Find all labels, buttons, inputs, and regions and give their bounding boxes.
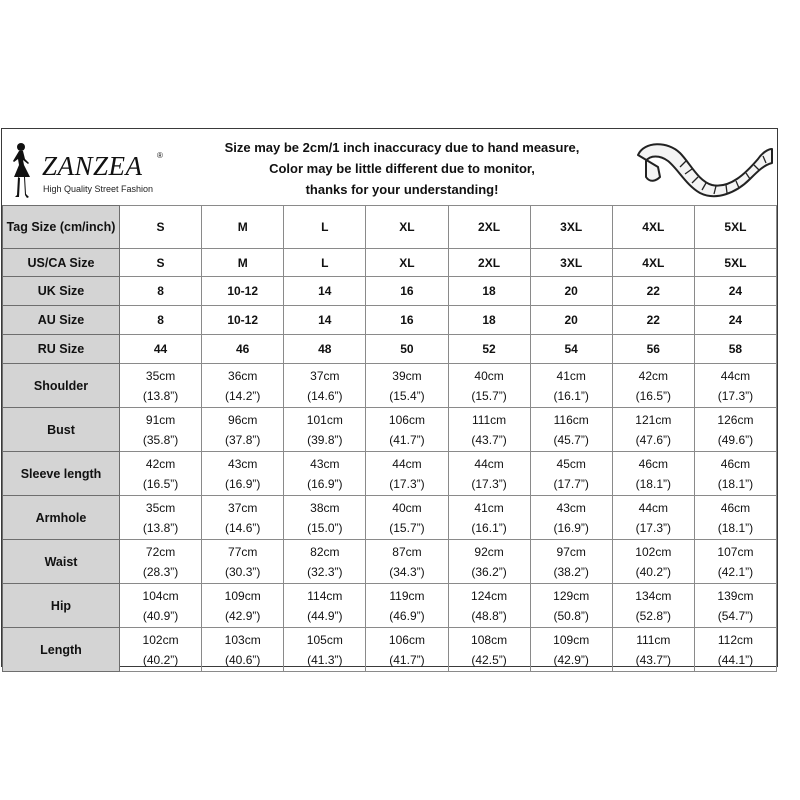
measurement-notice [202, 137, 602, 200]
cm-value: 97cm [556, 544, 586, 559]
size-cell: 16 [366, 277, 448, 306]
measurement-cell [694, 540, 776, 584]
measurement-cell [366, 452, 448, 496]
row-label: UK Size [3, 277, 120, 306]
measurement-row [3, 496, 777, 540]
measurement-row [3, 452, 777, 496]
measurement-cell [448, 364, 530, 408]
size-cell: 16 [366, 306, 448, 335]
notice-line: thanks for your understanding! [305, 182, 499, 197]
inch-value: (43.7”) [471, 432, 507, 447]
cm-value: 43cm [556, 500, 586, 515]
size-cell: 8 [120, 277, 202, 306]
notice-line: Color may be little different due to monitor, [269, 161, 535, 176]
size-cell: 5XL [694, 206, 776, 249]
notice-line: Size may be 2cm/1 inch inaccuracy due to hand measure, [224, 140, 580, 155]
cm-value: 36cm [228, 368, 258, 383]
size-cell: 10-12 [202, 277, 284, 306]
measurement-cell [120, 364, 202, 408]
measurement-cell [530, 628, 612, 672]
size-cell: 18 [448, 277, 530, 306]
inch-value: (40.2”) [635, 564, 671, 579]
cm-value: 38cm [310, 500, 340, 515]
measurement-cell [612, 584, 694, 628]
inch-value: (32.3”) [307, 564, 343, 579]
inch-value: (52.8”) [635, 608, 671, 623]
cm-value: 124cm [471, 588, 508, 603]
inch-value: (54.7”) [717, 608, 754, 623]
inch-value: (41.7”) [389, 432, 425, 447]
measurement-cell [284, 584, 366, 628]
cm-value: 87cm [392, 544, 422, 559]
cm-value: 45cm [556, 456, 586, 471]
size-row [3, 335, 777, 364]
size-row [3, 277, 777, 306]
size-cell: 52 [448, 335, 530, 364]
measurement-cell [694, 408, 776, 452]
size-cell: 3XL [530, 206, 612, 249]
measurement-cell [366, 364, 448, 408]
cm-value: 42cm [145, 456, 176, 471]
size-row [3, 249, 777, 277]
cm-value: 102cm [635, 544, 672, 559]
measurement-cell [530, 540, 612, 584]
inch-value: (13.8”) [142, 388, 179, 403]
size-table [2, 205, 777, 672]
measurement-cell [694, 628, 776, 672]
measurement-cell [120, 628, 202, 672]
inch-value: (38.2”) [553, 564, 589, 579]
measurement-row [3, 408, 777, 452]
measurement-cell [120, 540, 202, 584]
inch-value: (14.6”) [225, 520, 261, 535]
measurement-cell [202, 540, 284, 584]
cm-value: 121cm [635, 412, 672, 427]
measurement-cell [202, 452, 284, 496]
inch-value: (40.6”) [225, 652, 261, 667]
measurement-cell [366, 584, 448, 628]
inch-value: (39.8”) [307, 432, 343, 447]
inch-value: (36.2”) [471, 564, 507, 579]
cm-value: 44cm [474, 456, 504, 471]
size-cell: 58 [694, 335, 776, 364]
measurement-row [3, 584, 777, 628]
cm-value: 39cm [392, 368, 422, 383]
measurement-cell [530, 408, 612, 452]
inch-value: (16.9”) [307, 476, 343, 491]
inch-value: (41.7”) [389, 652, 425, 667]
measurement-cell [612, 452, 694, 496]
size-cell: 4XL [612, 206, 694, 249]
inch-value: (45.7”) [553, 432, 589, 447]
cm-value: 102cm [142, 632, 179, 647]
inch-value: (47.6”) [635, 432, 671, 447]
inch-value: (49.6”) [717, 432, 754, 447]
row-label: US/CA Size [3, 249, 120, 277]
size-cell: 14 [284, 277, 366, 306]
measurement-cell [366, 540, 448, 584]
cm-value: 112cm [717, 632, 753, 647]
row-label: Length [3, 628, 120, 672]
inch-value: (41.3”) [307, 652, 343, 667]
size-cell: 20 [530, 277, 612, 306]
inch-value: (17.3”) [635, 520, 671, 535]
measurement-cell [530, 584, 612, 628]
cm-value: 46cm [720, 456, 751, 471]
size-cell: 4XL [612, 249, 694, 277]
measurement-cell [202, 496, 284, 540]
measurement-cell [284, 540, 366, 584]
cm-value: 35cm [145, 368, 176, 383]
measurement-cell [448, 496, 530, 540]
cm-value: 40cm [474, 368, 504, 383]
cm-value: 134cm [635, 588, 672, 603]
size-cell: 50 [366, 335, 448, 364]
cm-value: 139cm [717, 588, 754, 603]
row-label: Shoulder [3, 364, 120, 408]
cm-value: 77cm [228, 544, 258, 559]
measurement-cell [530, 452, 612, 496]
measurement-cell [120, 408, 202, 452]
measurement-cell [120, 584, 202, 628]
cm-value: 101cm [306, 412, 343, 427]
measurement-cell [448, 628, 530, 672]
row-label: Hip [3, 584, 120, 628]
size-cell: 48 [284, 335, 366, 364]
inch-value: (17.3”) [717, 388, 754, 403]
measurement-cell [612, 408, 694, 452]
size-cell: 20 [530, 306, 612, 335]
cm-value: 43cm [310, 456, 340, 471]
size-cell: L [284, 206, 366, 249]
inch-value: (16.1”) [553, 388, 589, 403]
measurement-cell [694, 584, 776, 628]
inch-value: (43.7”) [635, 652, 671, 667]
inch-value: (30.3”) [225, 564, 261, 579]
size-cell: XL [366, 249, 448, 277]
inch-value: (34.3”) [389, 564, 425, 579]
cm-value: 107cm [717, 544, 754, 559]
measurement-cell [448, 584, 530, 628]
cm-value: 44cm [638, 500, 668, 515]
cm-value: 111cm [636, 632, 671, 647]
inch-value: (17.3”) [471, 476, 507, 491]
measurement-cell [448, 408, 530, 452]
inch-value: (42.9”) [553, 652, 589, 667]
size-cell: 18 [448, 306, 530, 335]
inch-value: (13.8”) [142, 520, 179, 535]
measurement-cell [366, 496, 448, 540]
measurement-cell [202, 584, 284, 628]
row-label: Armhole [3, 496, 120, 540]
row-label: RU Size [3, 335, 120, 364]
cm-value: 129cm [553, 588, 590, 603]
cm-value: 40cm [392, 500, 422, 515]
measurement-cell [284, 452, 366, 496]
measurement-cell [284, 628, 366, 672]
inch-value: (16.5”) [635, 388, 671, 403]
size-cell: 44 [120, 335, 202, 364]
measurement-cell [612, 540, 694, 584]
registered-mark: ® [157, 151, 163, 160]
inch-value: (15.7”) [389, 520, 425, 535]
cm-value: 96cm [228, 412, 258, 427]
inch-value: (15.0”) [307, 520, 343, 535]
measurement-cell [448, 452, 530, 496]
measurement-cell [120, 496, 202, 540]
inch-value: (18.1”) [717, 476, 754, 491]
inch-value: (42.9”) [225, 608, 261, 623]
cm-value: 46cm [638, 456, 668, 471]
size-cell: 2XL [448, 206, 530, 249]
inch-value: (16.9”) [225, 476, 261, 491]
row-label: Tag Size (cm/inch) [3, 206, 120, 249]
inch-value: (14.6”) [307, 388, 343, 403]
row-label: Bust [3, 408, 120, 452]
measurement-cell [612, 496, 694, 540]
measurement-cell [366, 408, 448, 452]
measurement-cell [612, 364, 694, 408]
inch-value: (48.8”) [471, 608, 507, 623]
inch-value: (42.1”) [717, 564, 754, 579]
size-cell: 14 [284, 306, 366, 335]
measurement-cell [694, 364, 776, 408]
measurement-cell [366, 628, 448, 672]
cm-value: 106cm [388, 412, 425, 427]
measurement-cell [284, 408, 366, 452]
inch-value: (46.9”) [389, 608, 425, 623]
cm-value: 103cm [224, 632, 261, 647]
cm-value: 46cm [720, 500, 751, 515]
measurement-row [3, 364, 777, 408]
cm-value: 108cm [471, 632, 508, 647]
measurement-row [3, 540, 777, 584]
cm-value: 43cm [228, 456, 258, 471]
row-label: Waist [3, 540, 120, 584]
cm-value: 106cm [388, 632, 425, 647]
inch-value: (15.4”) [389, 388, 425, 403]
row-label: Sleeve length [3, 452, 120, 496]
cm-value: 35cm [145, 500, 176, 515]
inch-value: (18.1”) [717, 520, 754, 535]
size-row [3, 306, 777, 335]
inch-value: (40.9”) [142, 608, 179, 623]
inch-value: (42.5”) [471, 652, 507, 667]
brand-tagline: High Quality Street Fashion [43, 184, 154, 194]
size-cell: 24 [694, 306, 776, 335]
cm-value: 105cm [306, 632, 343, 647]
size-cell: 24 [694, 277, 776, 306]
measurement-cell [612, 628, 694, 672]
inch-value: (18.1”) [635, 476, 671, 491]
cm-value: 41cm [556, 368, 586, 383]
cm-value: 37cm [228, 500, 258, 515]
size-cell: 3XL [530, 249, 612, 277]
size-cell: 54 [530, 335, 612, 364]
fashion-figure-icon [10, 141, 40, 201]
inch-value: (37.8”) [225, 432, 261, 447]
measurement-cell [202, 628, 284, 672]
size-row [3, 206, 777, 249]
measurement-cell [530, 364, 612, 408]
inch-value: (44.9”) [307, 608, 343, 623]
cm-value: 82cm [310, 544, 340, 559]
size-cell: M [202, 249, 284, 277]
cm-value: 119cm [389, 588, 425, 603]
measurement-cell [120, 452, 202, 496]
cm-value: 104cm [142, 588, 179, 603]
measurement-cell [694, 452, 776, 496]
cm-value: 91cm [145, 412, 176, 427]
measurement-cell [202, 364, 284, 408]
size-cell: 8 [120, 306, 202, 335]
size-cell: 22 [612, 277, 694, 306]
cm-value: 37cm [310, 368, 340, 383]
cm-value: 111cm [471, 412, 507, 427]
measurement-cell [530, 496, 612, 540]
inch-value: (17.7”) [553, 476, 589, 491]
size-cell: 2XL [448, 249, 530, 277]
cm-value: 116cm [553, 412, 589, 427]
measurement-cell [448, 540, 530, 584]
brand-wordmark: ZANZEA [42, 151, 143, 181]
inch-value: (16.9”) [553, 520, 589, 535]
size-cell: 46 [202, 335, 284, 364]
inch-value: (17.3”) [389, 476, 425, 491]
size-cell: 56 [612, 335, 694, 364]
measurement-cell [694, 496, 776, 540]
inch-value: (28.3”) [142, 564, 179, 579]
inch-value: (14.2”) [225, 388, 261, 403]
cm-value: 126cm [717, 412, 754, 427]
size-cell: S [120, 249, 202, 277]
cm-value: 42cm [638, 368, 668, 383]
chart-header [2, 129, 777, 205]
size-cell: 22 [612, 306, 694, 335]
inch-value: (50.8”) [553, 608, 589, 623]
cm-value: 92cm [474, 544, 504, 559]
brand-logo [10, 141, 200, 201]
size-cell: M [202, 206, 284, 249]
inch-value: (16.1”) [471, 520, 507, 535]
cm-value: 41cm [474, 500, 504, 515]
size-cell: L [284, 249, 366, 277]
measurement-row [3, 628, 777, 672]
size-cell: 10-12 [202, 306, 284, 335]
size-cell: S [120, 206, 202, 249]
measurement-cell [284, 496, 366, 540]
cm-value: 109cm [553, 632, 590, 647]
inch-value: (44.1”) [717, 652, 754, 667]
row-label: AU Size [3, 306, 120, 335]
cm-value: 114cm [307, 588, 343, 603]
cm-value: 44cm [720, 368, 751, 383]
measuring-tape-icon [634, 137, 774, 201]
size-cell: XL [366, 206, 448, 249]
inch-value: (40.2”) [142, 652, 179, 667]
size-cell: 5XL [694, 249, 776, 277]
cm-value: 72cm [145, 544, 176, 559]
cm-value: 44cm [392, 456, 422, 471]
inch-value: (35.8”) [142, 432, 179, 447]
measurement-cell [202, 408, 284, 452]
size-chart-sheet [1, 128, 778, 667]
inch-value: (16.5”) [142, 476, 179, 491]
cm-value: 109cm [224, 588, 261, 603]
measurement-cell [284, 364, 366, 408]
inch-value: (15.7”) [471, 388, 507, 403]
